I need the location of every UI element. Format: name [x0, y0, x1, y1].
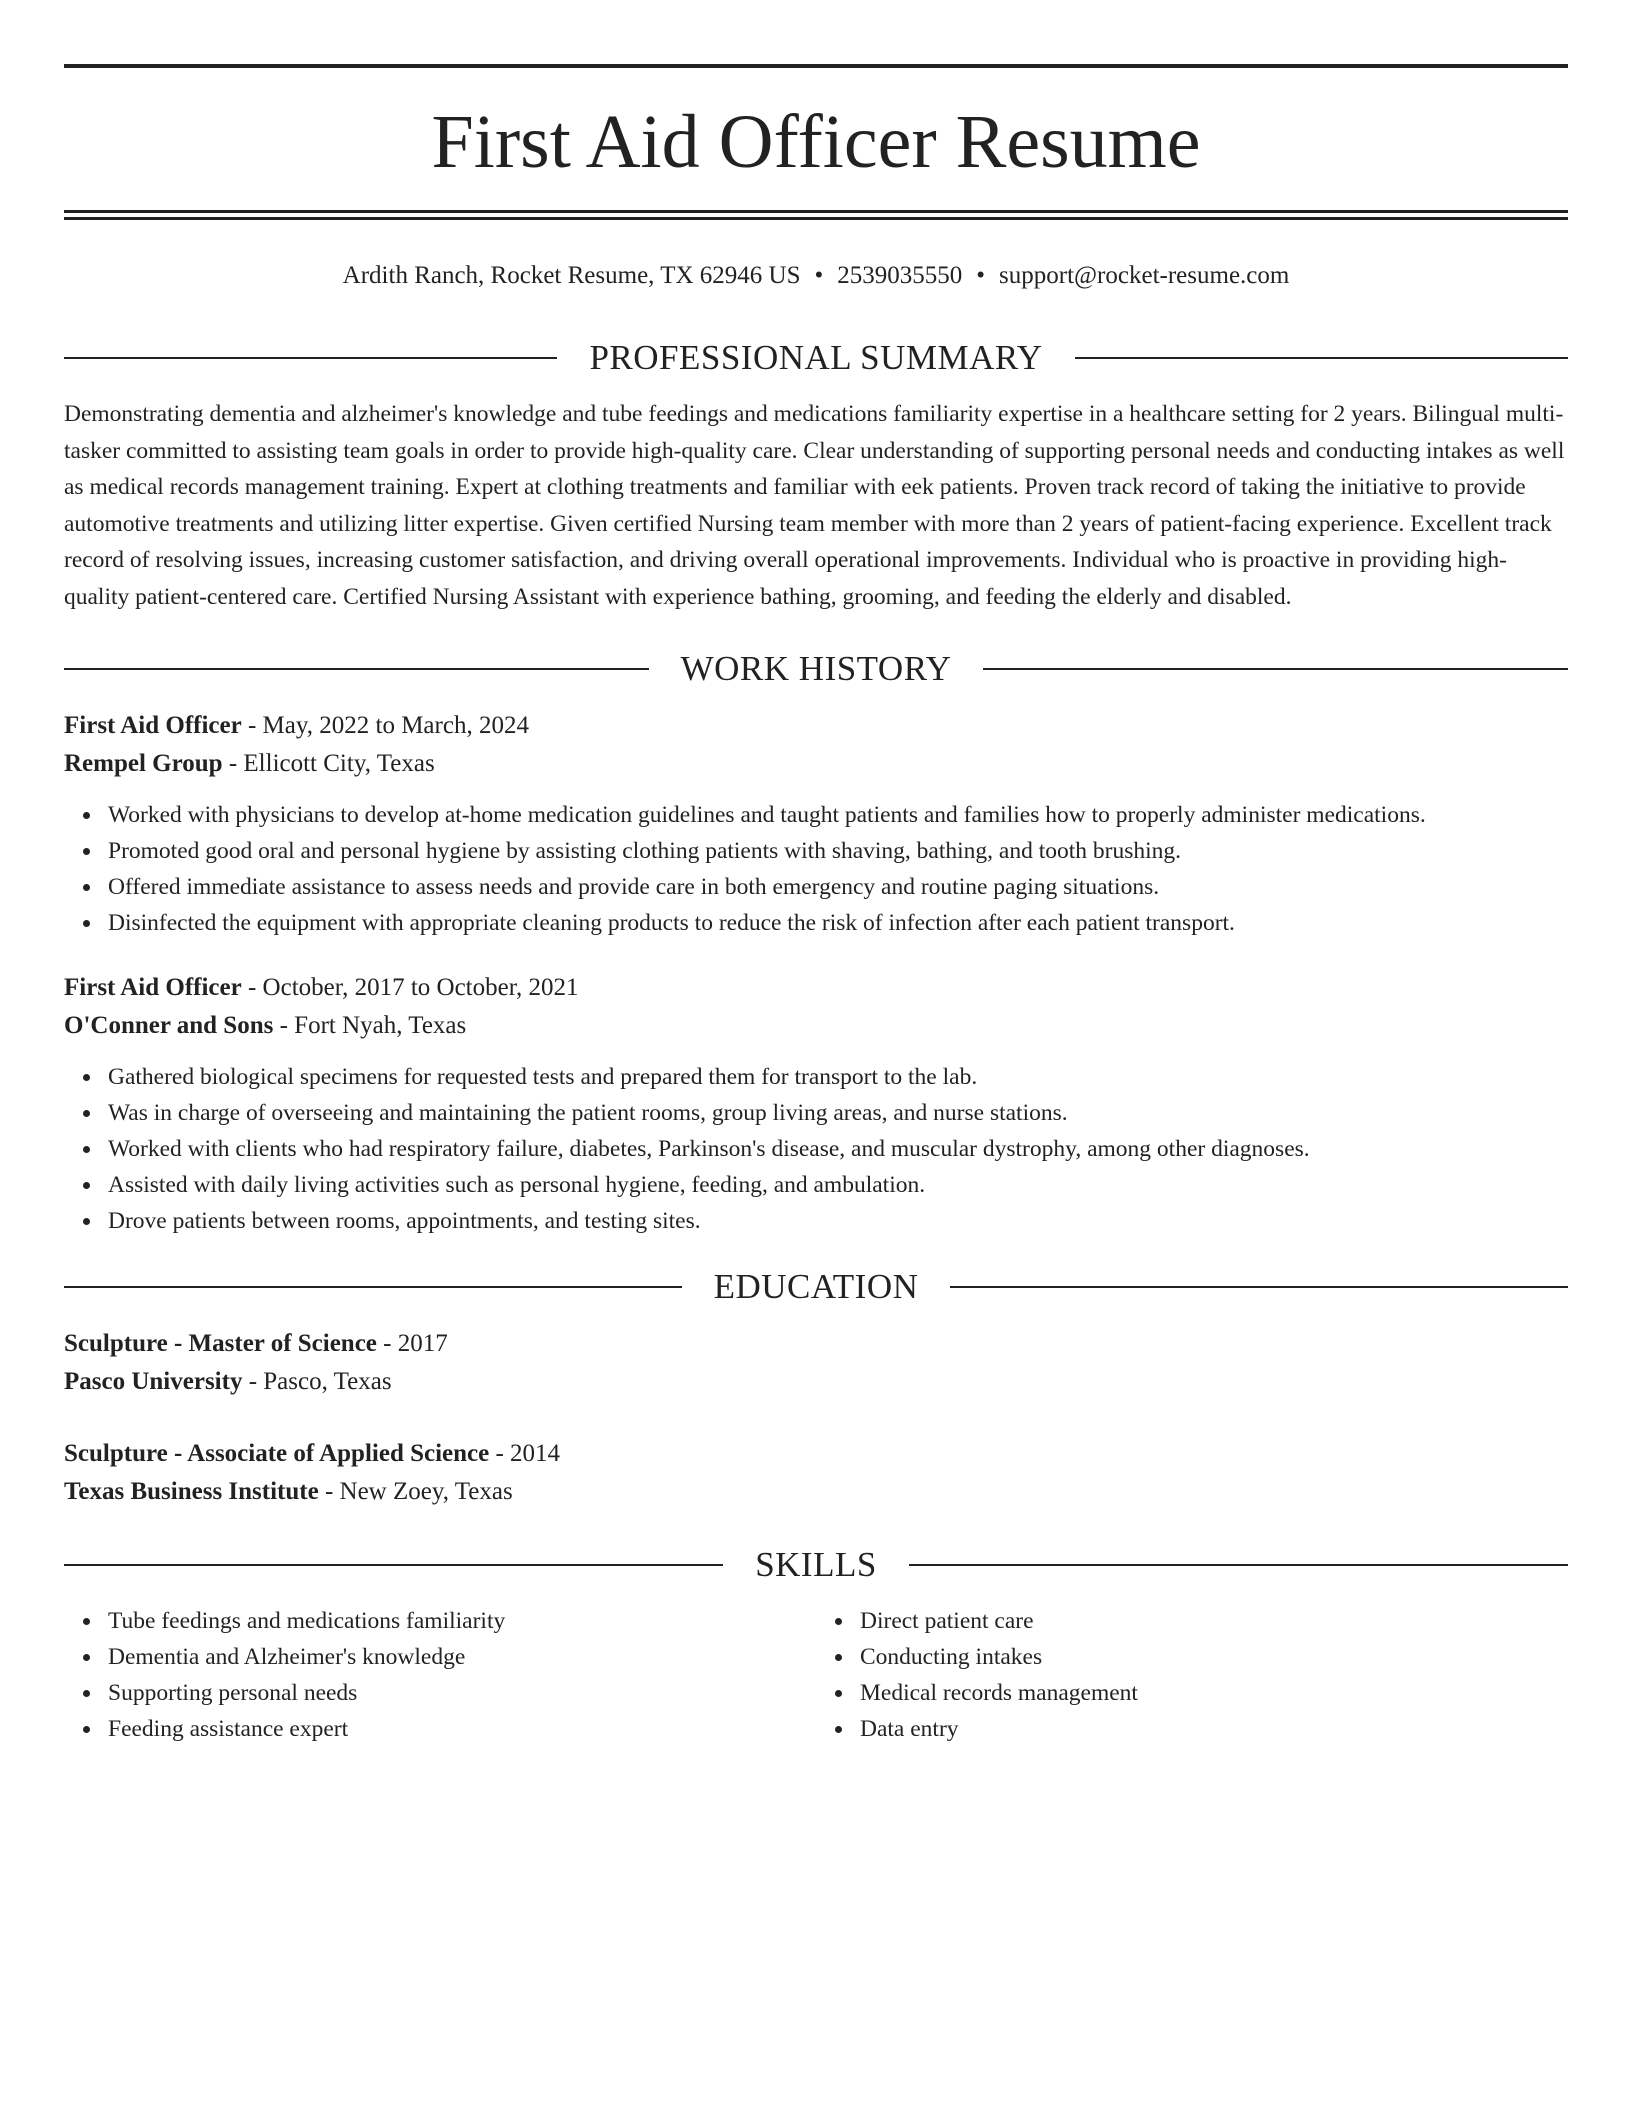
job-bullet: Worked with physicians to develop at-home medication guidelines and taught patients and families how to properly administer medications. — [108, 797, 1568, 833]
job-title-line — [64, 969, 1568, 1007]
skills-list-right — [816, 1603, 1568, 1747]
work-history-list — [64, 707, 1568, 1239]
education-location: - New Zoey, Texas — [318, 1478, 513, 1505]
education-degree-line — [64, 1325, 1568, 1363]
skill-item: Medical records management — [860, 1675, 1568, 1711]
section-heading-skills — [64, 1545, 1568, 1585]
skill-item: Tube feedings and medications familiarity — [108, 1603, 816, 1639]
summary-text: Demonstrating dementia and alzheimer's knowledge and tube feedings and medications familiarity expertise in a healthcare setting for 2 years. Bilingual multi-tasker committed to assisting team goals in order to provide high-quality care. Clear understanding of supporting personal needs and conducting intakes as well as medical records management training. Expert at clothing treatments and familiar with eek patients. Proven track record of taking the initiative to provide automotive treatments and utilizing litter expertise. Given certified Nursing team member with more than 2 years of patient-facing experience. Excellent track record of resolving issues, increasing customer satisfaction, and driving overall operational improvements. Individual who is proactive in providing high-quality patient-centered care. Certified Nursing Assistant with experience bathing, grooming, and feeding the elderly and disabled. — [64, 401, 1565, 610]
skill-item: Direct patient care — [860, 1603, 1568, 1639]
education-school-line — [64, 1473, 1568, 1511]
heading-rule — [983, 668, 1568, 670]
title-double-rule — [64, 210, 1568, 220]
education-list — [64, 1325, 1568, 1511]
heading-rule — [64, 1564, 723, 1566]
job-bullet: Was in charge of overseeing and maintaining the patient rooms, group living areas, and nurse stations. — [108, 1095, 1568, 1131]
skills-list-left — [64, 1603, 816, 1747]
contact-address: Ardith Ranch, Rocket Resume, TX 62946 US — [342, 262, 801, 289]
contact-line — [64, 260, 1568, 292]
job-entry — [64, 707, 1568, 941]
job-company-line — [64, 745, 1568, 783]
section-heading-work — [64, 649, 1568, 689]
contact-phone: 2539035550 — [837, 262, 963, 289]
education-year: - 2014 — [489, 1440, 561, 1467]
skill-item: Conducting intakes — [860, 1639, 1568, 1675]
job-bullet: Assisted with daily living activities such as personal hygiene, feeding, and ambulation. — [108, 1167, 1568, 1203]
job-bullet: Worked with clients who had respiratory failure, diabetes, Parkinson's disease, and muscular dystrophy, among other diagnoses. — [108, 1131, 1568, 1167]
contact-separator: • — [814, 262, 824, 289]
skill-item: Supporting personal needs — [108, 1675, 816, 1711]
education-school: Texas Business Institute — [64, 1478, 319, 1505]
job-title: First Aid Officer — [64, 974, 242, 1001]
heading-rule — [1075, 357, 1568, 359]
job-company-line — [64, 1007, 1568, 1045]
job-bullets — [64, 797, 1568, 941]
education-degree-line — [64, 1435, 1568, 1473]
education-degree: Sculpture - Master of Science — [64, 1330, 377, 1357]
heading-rule — [64, 357, 557, 359]
education-year: - 2017 — [376, 1330, 448, 1357]
job-title: First Aid Officer — [64, 712, 242, 739]
job-company: O'Conner and Sons — [64, 1012, 274, 1039]
job-bullet: Disinfected the equipment with appropriate cleaning products to reduce the risk of infection after each patient transport. — [108, 905, 1568, 941]
education-degree: Sculpture - Associate of Applied Science — [64, 1440, 490, 1467]
job-dates: - May, 2022 to March, 2024 — [241, 712, 529, 739]
contact-separator: • — [976, 262, 986, 289]
education-school: Pasco University — [64, 1368, 243, 1395]
job-entry — [64, 969, 1568, 1239]
education-location: - Pasco, Texas — [242, 1368, 392, 1395]
education-school-line — [64, 1363, 1568, 1401]
job-location: - Fort Nyah, Texas — [273, 1012, 467, 1039]
job-bullet: Drove patients between rooms, appointments, and testing sites. — [108, 1203, 1568, 1239]
section-title: PROFESSIONAL SUMMARY — [589, 338, 1043, 377]
heading-rule — [950, 1286, 1568, 1288]
heading-rule — [64, 1286, 682, 1288]
section-heading-education — [64, 1267, 1568, 1307]
skill-item: Dementia and Alzheimer's knowledge — [108, 1639, 816, 1675]
resume-title: First Aid Officer Resume — [431, 100, 1201, 184]
job-bullet: Gathered biological specimens for requested tests and prepared them for transport to the lab. — [108, 1059, 1568, 1095]
section-title: WORK HISTORY — [680, 649, 952, 688]
job-title-line — [64, 707, 1568, 745]
skill-item: Data entry — [860, 1711, 1568, 1747]
top-rule — [64, 64, 1568, 68]
heading-rule — [909, 1564, 1568, 1566]
job-location: - Ellicott City, Texas — [222, 750, 435, 777]
skill-item: Feeding assistance expert — [108, 1711, 816, 1747]
education-entry — [64, 1325, 1568, 1401]
job-dates: - October, 2017 to October, 2021 — [241, 974, 579, 1001]
heading-rule — [64, 668, 649, 670]
job-bullets — [64, 1059, 1568, 1239]
job-company: Rempel Group — [64, 750, 223, 777]
section-title: EDUCATION — [713, 1267, 919, 1306]
job-bullet: Offered immediate assistance to assess needs and provide care in both emergency and routine paging situations. — [108, 869, 1568, 905]
education-entry — [64, 1435, 1568, 1511]
skills-columns — [64, 1603, 1568, 1747]
contact-email: support@rocket-resume.com — [999, 262, 1290, 289]
section-title: SKILLS — [755, 1545, 877, 1584]
job-bullet: Promoted good oral and personal hygiene by assisting clothing patients with shaving, bathing, and tooth brushing. — [108, 833, 1568, 869]
section-heading-summary — [64, 338, 1568, 378]
